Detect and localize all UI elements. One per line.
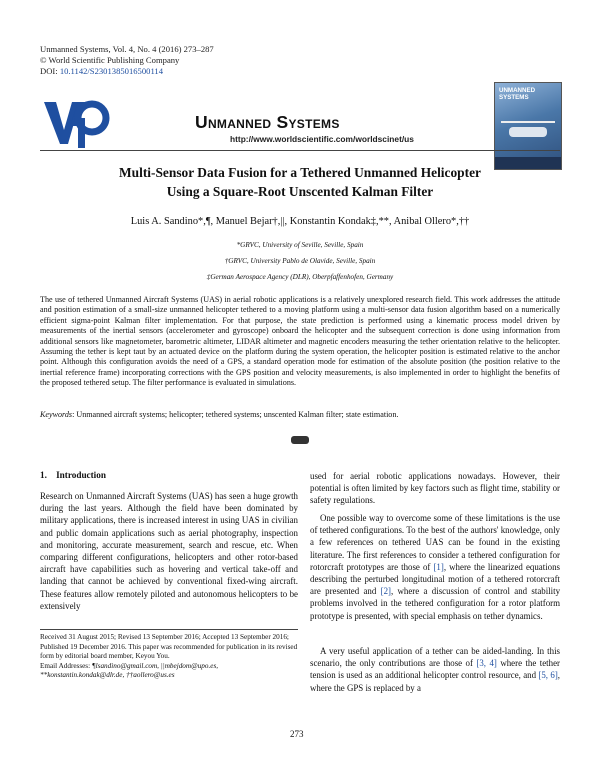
citation-link[interactable]: [3, 4] <box>476 658 497 669</box>
publisher-logo-icon <box>42 96 110 152</box>
journal-cover-image <box>494 82 562 170</box>
section-ornament-icon <box>291 436 309 444</box>
citation-link[interactable]: [5, 6] <box>538 670 558 681</box>
email-1[interactable]: ¶lsandino@gmail.com, <box>91 661 159 670</box>
abstract: The use of tethered Unmanned Aircraft Systems (UAS) in aerial robotic applications is a relatively unexplored research field. This work addresses the attitude and position estimation of a small-size unmanned helicopter tethered to a moving platform using a multi-sensor data fusion algorithm based on a numerically efficient sigma-point Kalman filter implementation. For that purpose, the state prediction is performed using a kinematic process model driven by measurements of the inertial sensors (accelerometer and gyroscope) onboard the helicopter and the subsequent correction is done using information from additional sensors like magnetometer, barometric altimeter, LIDAR altimeter and magnetic encoders measuring the tether orientation relative to the helicopter. Assuming the tether is kept taut by an actuated device on the platform during the system operation, the helicopter position is estimated relative to the anchor point. Although this configuration avoids the need of a GPS, a standard operation mode for estimation of the absolute position (the position relative to the inertial reference frame) incorporating corrections with the GPS position and velocity measurements, is also implemented in order to highlight the benefits of the proposed tethered setup. The filter performance is evaluated in simulations. <box>40 295 560 388</box>
footnote-divider <box>40 629 298 630</box>
affiliation-1: *GRVC, University of Seville, Seville, Spain <box>236 241 364 249</box>
keywords <box>40 410 560 419</box>
footnote-emails: Email Addresses: ¶lsandino@gmail.com, ||mbejdom@upo.es, **konstantin.kondak@dlr.de, ††aollero@us.es <box>40 661 219 680</box>
copyright-line: © World Scientific Publishing Company <box>40 55 180 65</box>
email-3[interactable]: **konstantin.kondak@dlr.de, <box>40 671 125 680</box>
journal-header <box>40 44 214 77</box>
affiliation-3: ‡German Aerospace Agency (DLR), Oberpfaffenhofen, Germany <box>206 273 394 281</box>
footnote <box>40 633 298 681</box>
intro-paragraph-2: used for aerial robotic applications nowadays. However, their potential is often limited by key factors such as flight time, stability or safety regulations. <box>310 471 560 506</box>
keywords-label: Keywords <box>40 410 73 419</box>
paper-title: Multi-Sensor Data Fusion for a Tethered Unmanned Helicopter Using a Square-Root Unscented Kalman Filter <box>119 165 481 199</box>
section-heading: 1. Introduction <box>40 470 106 480</box>
intro-paragraph-4: A very useful application of a tether can be aided-landing. In this scenario, the only contributions are those of [3, 4] where the tether tension is used as an additional helicopter control resource, and [5, 6], where the GPS is replaced by a <box>310 646 560 693</box>
citation-link[interactable]: [2] <box>380 586 391 597</box>
author-list: Luis A. Sandino*,¶, Manuel Bejar†,||, Konstantin Kondak‡,**, Anibal Ollero*,†† <box>130 216 470 227</box>
affiliation-2: †GRVC, University Pablo de Olavide, Seville, Spain <box>224 257 376 265</box>
helicopter-rotor <box>501 121 555 123</box>
citation-link[interactable]: [1] <box>433 561 444 572</box>
doi-link[interactable]: 10.1142/S2301385016500114 <box>59 66 164 76</box>
doi-line <box>40 66 214 77</box>
email-4[interactable]: ††aollero@us.es <box>126 671 175 680</box>
intro-paragraph-1: Research on Unmanned Aircraft Systems (UAS) has seen a huge growth during the last years. Although the field have been dominated by military applications, there is increased interest in using UAS in civilian and public domain applications such as aerial photography, inspection and monitoring, accurate measurement, search and rescue, etc. When comparing different configurations, helicopters and other rotor-based aircraft have capabilities such as hovering and vertical take-off and landing that cannot be achieved by conventional fixed-wing aircraft. These features allow remotely piloted and autonomous helicopters to be extensively <box>40 491 298 611</box>
citation-line: Unmanned Systems, Vol. 4, No. 4 (2016) 273–287 <box>40 44 214 54</box>
email-2[interactable]: ||mbejdom@upo.es, <box>160 661 219 670</box>
helicopter-body <box>509 127 547 137</box>
doi-label: DOI: <box>40 66 60 76</box>
page-number: 273 <box>290 729 304 739</box>
cover-title: UNMANNED SYSTEMS <box>499 87 536 101</box>
journal-title: Unmanned Systems <box>195 112 340 132</box>
footnote-dates: Received 31 August 2015; Revised 13 September 2016; Accepted 13 September 2016; Published 19 December 2016. This paper was recommended for publication in its revised form by editorial board member, Keyou You. <box>40 633 298 661</box>
intro-paragraph-3: One possible way to overcome some of these limitations is the use of tethered configurations. To the best of the authors' knowledge, only a few references on tethered UAS can be found in the existing literature. The first references to consider a tethered configuration for rotorcraft prototypes are those of [1], where the linearized equations describing the perturbed longitudinal motion of a tethered rotorcraft are presented and [2], where a discussion of control and stability problems involved in the tethered configuration for a rotor platform prototype is presented, with special emphasis on tether dynamics. <box>310 513 561 621</box>
journal-url[interactable]: http://www.worldscientific.com/worldscinet/us <box>230 134 414 144</box>
keywords-text: : Unmanned aircraft systems; helicopter; tethered systems; unscented Kalman filter; state estimation. <box>72 410 399 419</box>
header-divider <box>40 150 560 151</box>
